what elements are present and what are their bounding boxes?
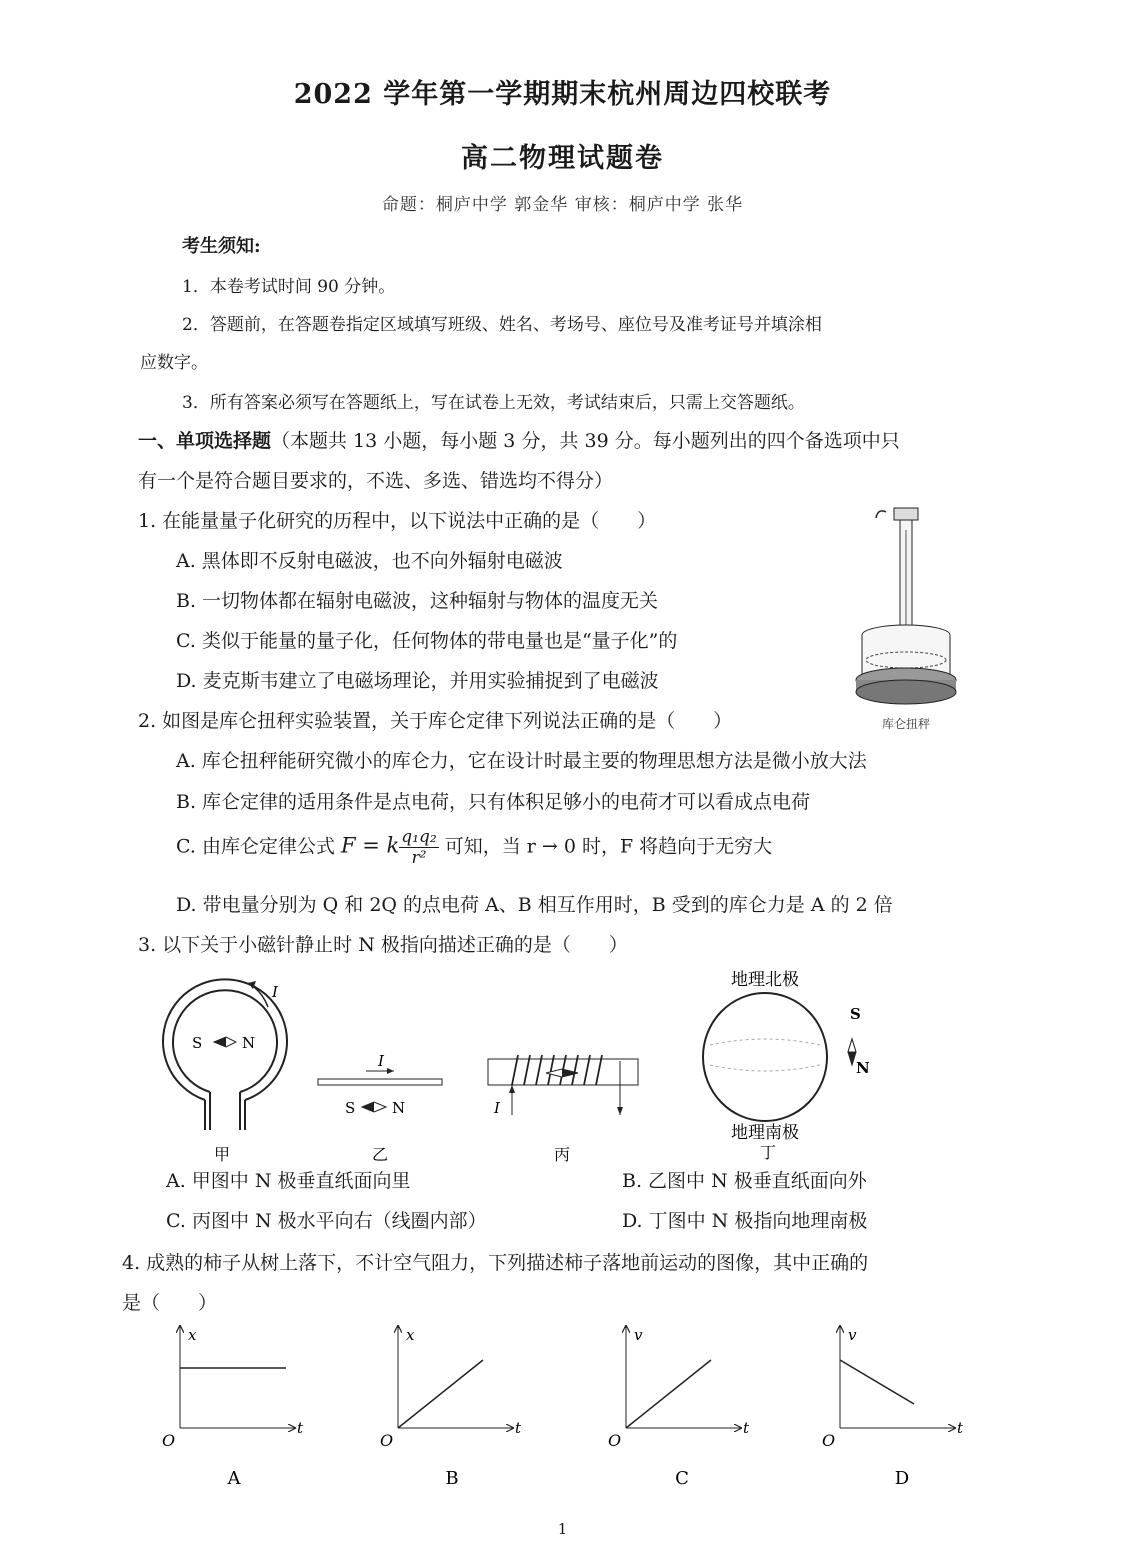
q4-stem-line-2: 是（ ） [122,1292,218,1314]
figure-ding-caption: 丁 [759,1143,777,1162]
q2-option-b: B. 库仑定律的适用条件是点电荷，只有体积足够小的电荷才可以看成点电荷 [176,791,811,813]
authors-line: 命题：桐庐中学 郭金华 审核：桐庐中学 张华 [381,195,744,215]
jia-s-label: S [192,1034,203,1052]
geographic-north-label: 地理北极 [731,970,799,990]
graph-a-caption: A [227,1468,241,1489]
notice-heading: 考生须知: [182,236,261,257]
yi-n-label: N [392,1099,406,1117]
graph-c-caption: C [675,1468,689,1489]
graph-b [380,1326,522,1489]
q2-option-d: D. 带电量分别为 Q 和 2Q 的点电荷 A、B 相互作用时，B 受到的库仑力是 A 的 2 倍 [176,894,893,916]
graph-d [822,1326,964,1489]
q3-option-c: C. 丙图中 N 极水平向右（线圈内部） [166,1210,487,1232]
figure-jia-caption: 甲 [213,1145,231,1164]
section-1-intro [138,426,900,453]
figure-ding [703,970,870,1162]
exam-subtitle: 高二物理试题卷 [461,143,664,174]
notice-item-1: 1．本卷考试时间 90 分钟。 [182,277,396,297]
q2-option-c-post: 可知，当 r → 0 时，F 将趋向于无穷大 [444,835,773,858]
section-1-heading: 一、单项选择题 [138,430,272,452]
graph-d-x-label: t [957,1419,964,1437]
torsion-balance-figure [848,500,960,740]
torsion-balance-caption: 库仑扭秤 [881,717,931,731]
q1-option-a: A. 黑体即不反射电磁波，也不向外辐射电磁波 [176,550,563,572]
figure-jia [163,979,287,1164]
q1-stem: 1. 在能量量子化研究的历程中，以下说法中正确的是（ ） [138,510,657,532]
q3-option-b: B. 乙图中 N 极垂直纸面向外 [622,1170,867,1192]
graph-a-y-label: x [188,1326,197,1344]
formula-denominator: r² [411,848,427,868]
q3-option-d: D. 丁图中 N 极指向地理南极 [622,1210,868,1232]
graph-b-y-label: x [406,1326,415,1344]
graph-c-origin: O [608,1431,622,1450]
q2-option-a: A. 库仑扭秤能研究微小的库仑力，它在设计时最主要的物理思想方法是微小放大法 [176,750,867,772]
exam-title: 2022 学年第一学期期末杭州周边四校联考 [293,79,832,110]
graph-c-x-label: t [743,1419,750,1437]
graph-b-x-label: t [515,1419,522,1437]
figure-yi-caption: 乙 [371,1145,389,1164]
graph-b-caption: B [445,1468,459,1489]
graph-a [162,1326,304,1489]
page-number: 1 [557,1520,568,1538]
notice-item-3: 3．所有答案必须写在答题纸上，写在试卷上无效，考试结束后，只需上交答题纸。 [182,393,805,413]
jia-n-label: N [242,1034,256,1052]
ding-n-label: N [856,1059,870,1077]
q3-stem: 3. 以下关于小磁针静止时 N 极指向描述正确的是（ ） [138,934,628,956]
q2-option-c [176,827,772,868]
graph-a-x-label: t [297,1419,304,1437]
jia-current-label: I [272,983,278,1001]
q2-option-c-pre: C. 由库仑定律公式 [176,835,335,858]
yi-current-label: I [378,1052,384,1070]
figure-yi [318,1052,442,1164]
figure-bing-caption: 丙 [553,1145,571,1164]
coulomb-formula-lhs: F = k [341,833,400,858]
graph-b-line [398,1360,483,1428]
graph-a-origin: O [162,1431,176,1450]
q1-option-d: D. 麦克斯韦建立了电磁场理论，并用实验捕捉到了电磁波 [176,670,659,692]
graph-d-caption: D [894,1468,910,1489]
bing-current-label: I [494,1099,500,1117]
figure-bing [488,1055,638,1164]
notice-item-2-line-2: 应数字。 [140,353,208,373]
graph-c-line [626,1360,711,1428]
q1-option-b: B. 一切物体都在辐射电磁波，这种辐射与物体的温度无关 [176,590,659,612]
ding-s-label: S [850,1005,861,1023]
graph-b-origin: O [380,1431,394,1450]
coulomb-formula-fraction [399,827,438,868]
q3-figures [150,965,890,1165]
geographic-south-label: 地理南极 [731,1123,799,1143]
formula-numerator: q₁q₂ [401,827,437,847]
graph-c-y-label: v [634,1326,643,1344]
graph-d-line [840,1360,914,1404]
section-1-desc-1: （本题共 13 小题，每小题 3 分，共 39 分。每小题列出的四个备选项中只 [271,430,900,452]
graph-c [608,1326,750,1489]
q4-stem-line-1: 4. 成熟的柿子从树上落下，不计空气阻力，下列描述柿子落地前运动的图像，其中正确的 [122,1252,869,1274]
q1-option-c: C. 类似于能量的量子化，任何物体的带电量也是“量子化”的 [176,630,678,652]
q2-stem: 2. 如图是库仑扭秤实验装置，关于库仑定律下列说法正确的是（ ） [138,710,733,732]
q4-graphs [150,1318,980,1494]
yi-s-label: S [345,1099,356,1117]
graph-d-y-label: v [848,1326,857,1344]
graph-d-origin: O [822,1431,836,1450]
q3-option-a: A. 甲图中 N 极垂直纸面向里 [166,1170,411,1192]
section-1-desc-2: 有一个是符合题目要求的，不选、多选、错选均不得分） [138,470,614,492]
notice-item-2-line-1: 2．答题前，在答题卷指定区域填写班级、姓名、考场号、座位号及准考证号并填涂相 [182,315,822,335]
